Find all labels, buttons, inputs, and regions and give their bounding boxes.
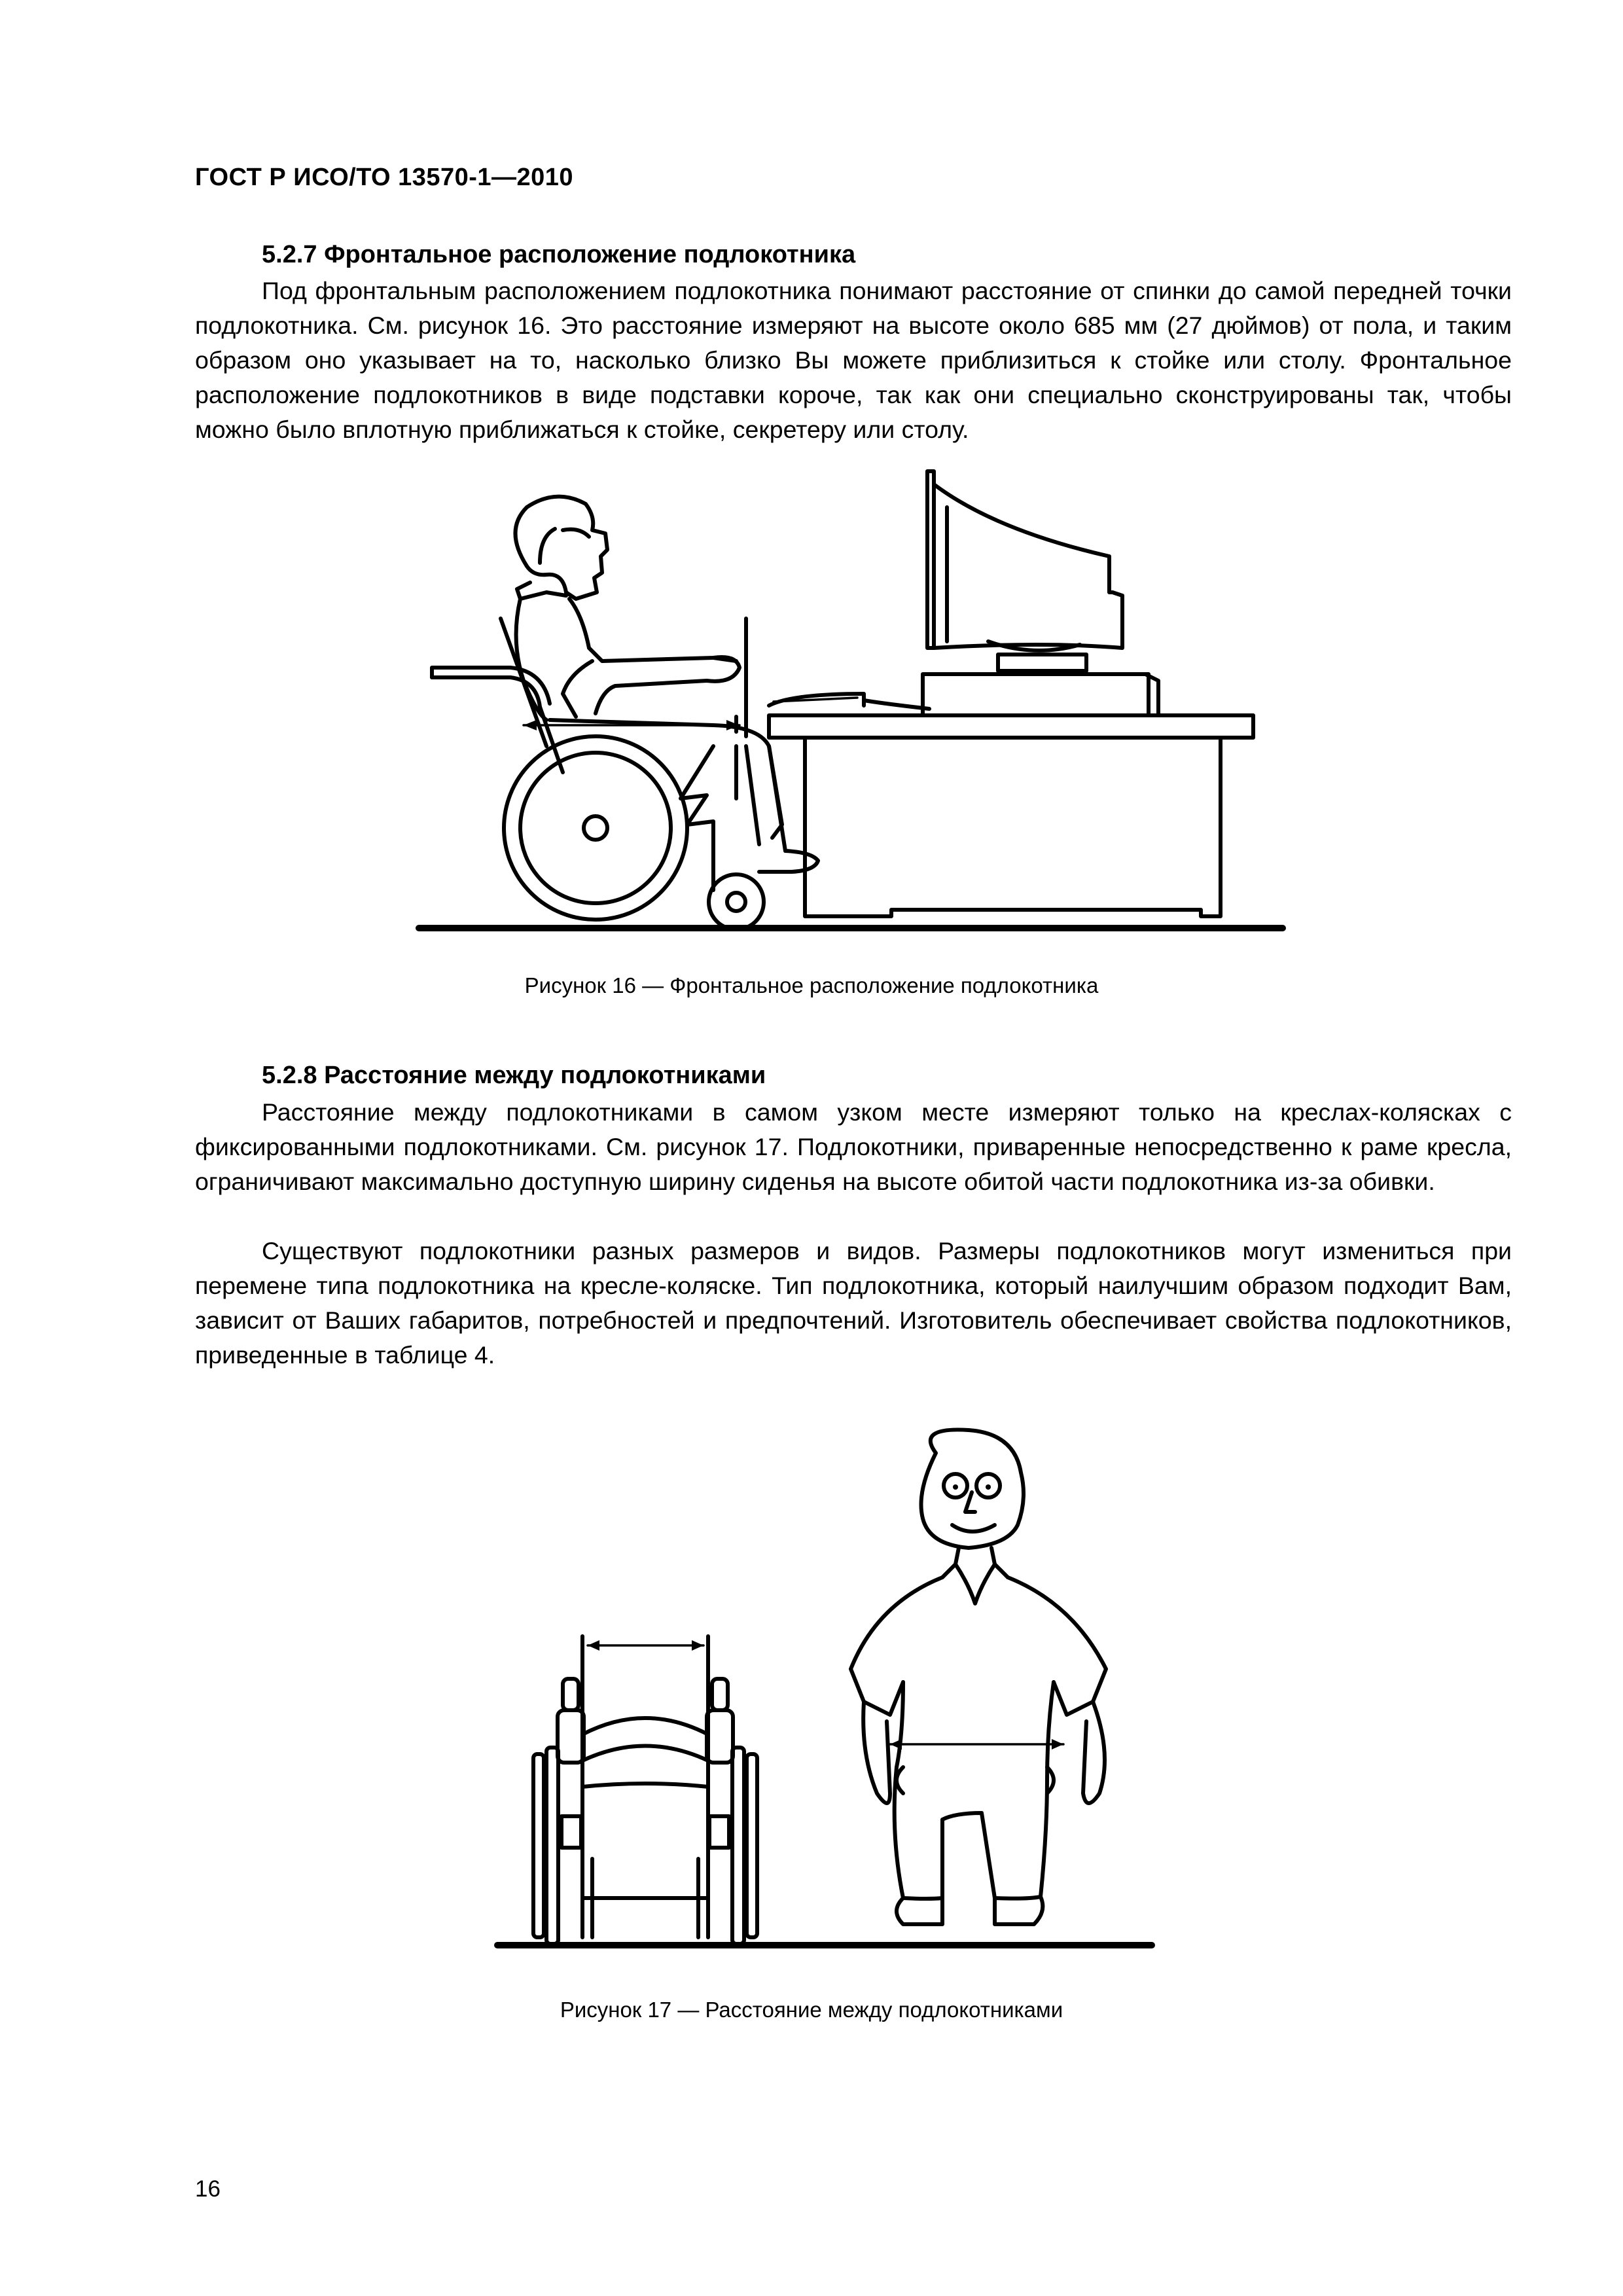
document-header: ГОСТ Р ИСО/ТО 13570-1—2010 bbox=[195, 164, 574, 191]
seated-person-front-view bbox=[851, 1429, 1106, 1924]
section-title-armrest-distance: 5.2.8 Расстояние между подлокотниками bbox=[262, 1062, 766, 1089]
figure-16-illustration bbox=[406, 458, 1296, 949]
figure-16-caption: Рисунок 16 — Фронтальное расположение подлокотника bbox=[524, 973, 1099, 997]
paragraph-armrest-distance-1: Расстояние между подлокотниками в самом узком месте измеряют только на креслах-колясках с фиксированными подлокотниками. См. рисунок 17. Подлокотники, приваренные непосредственно к раме кресла, ограничивают максимально доступную ширину сиденья на высоте обитой части подлокотника из-за обивки. bbox=[195, 1098, 1512, 1195]
paragraph-frontal-armrest: Под фронтальным расположением подлокотника понимают расстояние от спинки до самой передней точки подлокотника. См. рисунок 16. Это расстояние измеряют на высоте около 685 мм (27 дюймов) от пола, и таким образом оно указывает на то, насколько близко Вы можете приблизиться к стойке или столу. Фронтальное расположение подлокотников в виде подставки короче, так как они специально сконструированы так, чтобы можно было вплотную приближаться к стойке, секретеру или столу. bbox=[195, 277, 1512, 443]
paragraph-armrest-distance-2: Существуют подлокотники разных размеров и видов. Размеры подлокотников могут измениться при перемене типа подлокотника на кресле-коляске. Тип подлокотника, который наилучшим образом подходит Вам, зависит от Ваших габаритов, потребностей и предпочтений. Изготовитель обеспечивает свойства подлокотников, приведенные в таблице 4. bbox=[195, 1237, 1512, 1369]
figure-17-illustration bbox=[484, 1427, 1165, 1964]
seated-person bbox=[516, 497, 819, 872]
section-title-frontal-armrest: 5.2.7 Фронтальное расположение подлокотника bbox=[262, 241, 856, 268]
figure-17-caption: Рисунок 17 — Расстояние между подлокотниками bbox=[560, 1998, 1063, 2022]
wheelchair bbox=[432, 619, 764, 929]
desk bbox=[769, 715, 1253, 916]
page-number: 16 bbox=[195, 2176, 221, 2202]
computer-monitor bbox=[923, 471, 1158, 715]
wheelchair-front-view bbox=[533, 1636, 757, 1944]
keyboard bbox=[769, 694, 929, 709]
